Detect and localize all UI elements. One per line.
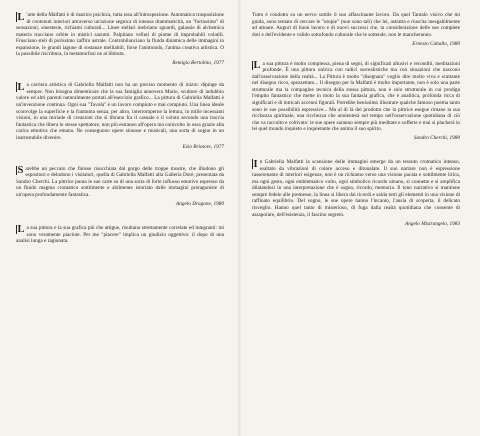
quote-block	[16, 166, 224, 207]
quote-signature: Angelo Dragone, 1980	[176, 200, 224, 207]
quote-paragraph	[252, 61, 460, 133]
drop-cap: L	[17, 11, 25, 23]
quote-text: Tutto è condotto su un nervo sottile il suo affascinante lavoro. Da quel Tantalo visivo che mi guida, sono tentato di cercare le "utopie" (non sono tali) che lei, astratta e riuscita inesgabilmente ad attuare. Auguri di buon lavoro e di nuovi successi che, in considerazione delle sue complete doti e dell'evidente e valido sottofondo culturale che le sottende, non le mancheranno.	[252, 12, 460, 38]
left-page-column	[16, 12, 224, 255]
quote-text: a sua pittura è molto complessa, piena di segni, di significati allusivi e reconditi, meditazioni profonde. È una pittura onirica con radici surrealistiche ma con situazioni che nascono dall'osservazione della realtà... La Pittura è molto "disegnata" voglio dire molto viva e scattante nel disegno ricco, spezzettato... Il disegno per la Malfatti è molto importante, non è solo una parte strutturale ma la compagine tecnica della stessa pittura, non è solo strutturale in cui prodiga l'empito fantastico che mette in moto la sua fantasia grafica, che è analitica, profonda ricca di significati e di intricati accenni figurali. Potrebbe benissimo illustrare qualche famoso poema tanto sono le sue possibilità espressive... Ma al di là del prodotto che la pittrice esegue rimane la sua ricchezza spirituale, una ricchezza che annienterà nel tempo nell'osservazione quotidiana di ciò che va raccolto e coltivato: le sue opere saranno sempre più meditate e sofferte e mai si placherà in lei quel mondo inquieto e inquietante che anima il suo spirito.	[252, 60, 460, 133]
quote-block	[252, 12, 460, 47]
drop-cap: S	[17, 165, 24, 177]
quote-text: arebbe un peccato che finisse risucchiata dal gorgo delle troppe mostre, che illudono gli espositori e deludono i visitatori, quella di Gabriella Malfatti alla Galleria Dorè, presentata da Sandro Cherchi. La pittrice punta le sue carte su di una sorta di forte influsso emotivo espresso da un fluido magma cromatico sottilmente e abilmente istoriato dalle immagini protagoniste di un'opera profondamente fantastica.	[16, 165, 224, 198]
drop-cap: L	[253, 60, 261, 72]
quote-signature: Ernesto Caballo, 1980	[412, 40, 460, 47]
quote-paragraph	[252, 159, 460, 218]
quote-block	[252, 61, 460, 142]
quote-signature: Remigio Bertolino, 1977	[172, 60, 224, 67]
drop-cap: L	[17, 81, 25, 93]
quote-block	[16, 225, 224, 245]
quote-text: 'arte della Malfatti è di matrice psichica, tutta tesa all'introspezione. Automatica trasposizione di contenuti interiori attraverso un'azione segnica di intensa drammaticità, un "fortissimo" di sensazioni, sinestesie, richiami culturali... Linee stellari inebriano sguardi, galassie di alchemica materia tracciano orbite in mistici sazumi. Palpitano velluti di piume di improbabili volatili. Frusciano steli di purissimo zaffiro astrale. Controbilanciano la fluida dinamica delle immagini in espansione, le grandi lagune di sostanze melliabili, forse l'animondo, l'anima creativa artistica. O la possibile riscrittura, la metamorfosi ne al libitum.	[16, 12, 224, 58]
quote-block	[16, 12, 224, 66]
quote-text: a sua pittura e la sua grafica più che attigue, risultano strettamente correlate ed integranti: mi sono veramente piaciute. Per me "piacere" implica un giudizio oggettivo: il dopo di una analisi lunga e ragionata.	[16, 224, 224, 245]
quote-block	[16, 82, 224, 149]
quote-signature: Sandro Cherchi, 1980	[413, 135, 460, 142]
quote-paragraph	[252, 12, 460, 38]
quote-paragraph	[16, 12, 224, 58]
drop-cap: I	[253, 158, 258, 170]
drop-cap: L	[17, 224, 25, 236]
quote-block	[252, 159, 460, 226]
quote-text: a carriera artistica di Gabriella Malfatti non ha un preciso momento di inizio: dipinge da sempre. Non bisogna dimenticare che la sua famiglia annovera Mario, scultore di indubbio valore ed altri parenti naturalmente portati all'esercizio grafico... La pittura di Gabriella Malfatti è un'invenzione continua. Ogni sua "Tavola" è un lavoro compiuto e mai compiuto. Una linea ideale sconvolge la superficie e la frantuma senza, per altro, interromperne la lettura, in mille incessanti visioni, in una miriade di creazioni che si librano fra il casuale e il voluto secondo una traccia fantastica che libera le stesse spettatore, non più estraneo all'opera ma coinvolto in essa grazie alla carica emotiva che emana. Ne conseguono opere sinuose e musicali, una sorta di sogno in un inarrestabile divenire.	[16, 82, 224, 141]
quote-paragraph	[16, 82, 224, 141]
quote-signature: Angelo Mistrangelo, 1983	[405, 220, 460, 227]
quote-paragraph	[16, 225, 224, 245]
quote-text: n Gabriella Malfatti la scansione delle immagini emerge da un tessuto cromatico intenso, esaltato da vibrazioni di colore acceso e ditonalate. Il suo narrare non è espressione rasserenante di interiori esigenze, non è un richiamo verso una visione pacata e sottilmente lirica, ma ogni gesto, ogni emblematico volto, ogni simbolico ricordo umano, si connette e si amplifica dilatandosi in una interpretazione che è sogno, ricordo, memoria. Il tono narrativo si mantiene sempre fedele alle premesse, la linea si libera dai ricordi e salda tutti gli elementi in una visione di raffinato equilibrio. Del sogno, le sue opere hanno l'incanto, l'ansia di scoperta, il delicato risveglio. Hanno quel tanto di misterioso, di fuga dalla realtà quotidiana che consente di assaporare, dell'esistenza, il fascino segreto.	[252, 159, 460, 218]
quote-paragraph	[16, 166, 224, 199]
page-gutter	[238, 0, 242, 436]
quote-signature: Ezio Briatore, 1977	[182, 143, 224, 150]
right-page-column	[252, 12, 460, 237]
